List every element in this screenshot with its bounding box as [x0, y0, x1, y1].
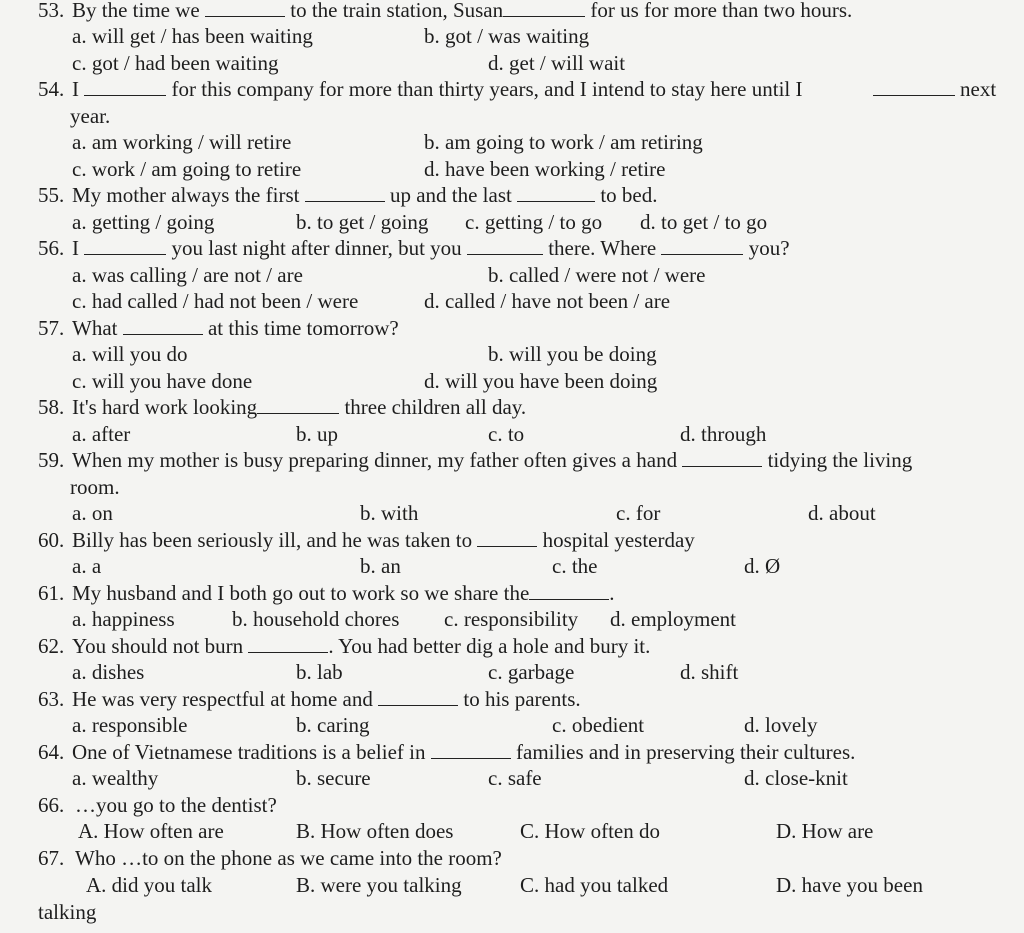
option-b: b. up: [296, 422, 338, 446]
option-d: d. Ø: [744, 554, 781, 578]
question-stem: [72, 686, 581, 712]
option-a: a. was calling / are not / are: [72, 263, 303, 287]
stem-part: for this company for more than thirty years, and I intend to stay here until I: [171, 77, 803, 101]
stem-part: . You had better dig a hole and bury it.: [328, 634, 651, 658]
question-stem: [72, 235, 790, 261]
option-a: a. will get / has been waiting: [72, 24, 313, 48]
question-number: 64.: [38, 740, 65, 764]
option-d: d. have been working / retire: [424, 157, 666, 181]
option-a: a. after: [72, 422, 131, 446]
stem-part: By the time we: [72, 0, 200, 22]
answer-blank: [84, 77, 166, 96]
question-number: 55.: [38, 183, 65, 207]
stem-part: What: [72, 316, 118, 340]
answer-blank: [477, 528, 537, 547]
option-d: d. employment: [610, 607, 736, 631]
stem-part: you last night after dinner, but you: [171, 236, 462, 260]
stem-part: hospital yesterday: [542, 528, 695, 552]
stem-part: He was very respectful at home and: [72, 687, 373, 711]
option-d: D. have you been: [776, 873, 923, 897]
stem-part: there. Where: [548, 236, 657, 260]
answer-blank: [123, 316, 203, 335]
answer-blank: [661, 236, 743, 255]
option-d: d. called / have not been / are: [424, 289, 671, 313]
question-number: 59.: [38, 448, 65, 472]
stem-part: My mother always the first: [72, 183, 300, 207]
option-a: a. am working / will retire: [72, 130, 292, 154]
stem-part: When my mother is busy preparing dinner, my father often gives a hand: [72, 448, 678, 472]
question-stem: [72, 739, 855, 765]
stem-continuation: room.: [70, 475, 120, 499]
question-number: 58.: [38, 395, 65, 419]
question-stem: [72, 315, 399, 341]
answer-blank: [529, 581, 609, 600]
question-number: 63.: [38, 687, 65, 711]
stem-part: to the train station, Susan: [290, 0, 504, 22]
stem-part: I: [72, 77, 79, 101]
question-stem: [72, 76, 803, 102]
option-b: b. an: [360, 554, 401, 578]
stem-part: My husband and I both go out to work so we share the: [72, 581, 530, 605]
option-c: c. getting / to go: [465, 210, 603, 234]
answer-blank: [431, 740, 511, 759]
option-c: C. had you talked: [520, 873, 669, 897]
option-c: c. had called / had not been / were: [72, 289, 359, 313]
question-stem: [72, 394, 526, 420]
answer-blank: [517, 183, 595, 202]
answer-blank: [84, 236, 166, 255]
option-b: b. lab: [296, 660, 343, 684]
answer-blank: [873, 77, 955, 96]
option-b: b. caring: [296, 713, 370, 737]
option-c: C. How often do: [520, 819, 660, 843]
question-stem: [72, 527, 695, 553]
question-stem: [72, 182, 658, 208]
option-b: b. got / was waiting: [424, 24, 590, 48]
option-c: c. safe: [488, 766, 542, 790]
stem-part: three children all day.: [344, 395, 527, 419]
question-stem: [72, 580, 615, 606]
stem-continuation: year.: [70, 104, 111, 128]
question-number: 57.: [38, 316, 65, 340]
stem-part: tidying the living: [767, 448, 913, 472]
option-c: c. will you have done: [72, 369, 253, 393]
option-d: D. How are: [776, 819, 874, 843]
option-d-continuation: talking: [38, 900, 97, 924]
question-number: 54.: [38, 77, 65, 101]
answer-blank: [682, 448, 762, 467]
stem-part: you?: [748, 236, 790, 260]
option-d: d. through: [680, 422, 767, 446]
option-b: B. were you talking: [296, 873, 462, 897]
stem-part: to his parents.: [463, 687, 581, 711]
question-number: 67.: [38, 846, 65, 870]
stem-part: at this time tomorrow?: [207, 316, 399, 340]
option-c: c. obedient: [552, 713, 645, 737]
option-b: b. with: [360, 501, 419, 525]
option-b: b. secure: [296, 766, 371, 790]
question-number: 66.: [38, 793, 65, 817]
stem-part: I: [72, 236, 79, 260]
question-stem: [72, 447, 912, 473]
answer-blank: [248, 634, 328, 653]
option-d: d. close-knit: [744, 766, 848, 790]
option-a: a. on: [72, 501, 113, 525]
option-a: a. responsible: [72, 713, 188, 737]
option-c: c. garbage: [488, 660, 575, 684]
answer-blank: [503, 0, 585, 17]
option-c: c. to: [488, 422, 525, 446]
option-d: d. to get / to go: [640, 210, 768, 234]
stem-part: Billy has been seriously ill, and he was taken to: [72, 528, 473, 552]
option-b: b. called / were not / were: [488, 263, 706, 287]
stem-part: next: [960, 77, 997, 101]
answer-blank: [257, 395, 339, 414]
option-b: b. will you be doing: [488, 342, 657, 366]
question-stem: [72, 633, 650, 659]
option-a: a. a: [72, 554, 102, 578]
option-a: a. getting / going: [72, 210, 215, 234]
option-a: a. wealthy: [72, 766, 159, 790]
option-c: c. got / had been waiting: [72, 51, 279, 75]
answer-blank: [205, 0, 285, 17]
question-number: 60.: [38, 528, 65, 552]
option-d: d. about: [808, 501, 876, 525]
option-d: d. shift: [680, 660, 739, 684]
option-b: b. to get / going: [296, 210, 429, 234]
stem-part: families and in preserving their cultures.: [516, 740, 856, 764]
answer-blank: [305, 183, 385, 202]
option-a: a. dishes: [72, 660, 145, 684]
option-d: d. will you have been doing: [424, 369, 658, 393]
option-b: B. How often does: [296, 819, 454, 843]
option-b: b. household chores: [232, 607, 400, 631]
stem-part: up and the last: [389, 183, 512, 207]
option-d: d. get / will wait: [488, 51, 626, 75]
option-c: c. the: [552, 554, 598, 578]
question-number: 62.: [38, 634, 65, 658]
option-b: b. am going to work / am retiring: [424, 130, 703, 154]
stem-part: for us for more than two hours.: [590, 0, 853, 22]
option-a: A. did you talk: [86, 873, 212, 897]
question-stem: [72, 0, 852, 23]
question-stem: …you go to the dentist?: [75, 793, 277, 817]
question-number: 56.: [38, 236, 65, 260]
answer-blank: [378, 687, 458, 706]
answer-blank: [467, 236, 543, 255]
option-d: d. lovely: [744, 713, 818, 737]
stem-part: .: [609, 581, 615, 605]
question-number: 61.: [38, 581, 65, 605]
question-stem: Who …to on the phone as we came into the room?: [75, 846, 502, 870]
stem-part: One of Vietnamese traditions is a belief in: [72, 740, 426, 764]
stem-part: It's hard work looking: [72, 395, 258, 419]
option-c: c. responsibility: [444, 607, 579, 631]
option-a: A. How often are: [78, 819, 224, 843]
option-c: c. for: [616, 501, 661, 525]
option-c: c. work / am going to retire: [72, 157, 302, 181]
option-a: a. will you do: [72, 342, 188, 366]
option-a: a. happiness: [72, 607, 175, 631]
question-stem-end: [873, 76, 955, 102]
stem-part: to bed.: [600, 183, 658, 207]
stem-part: You should not burn: [72, 634, 244, 658]
question-number: 53.: [38, 0, 65, 22]
